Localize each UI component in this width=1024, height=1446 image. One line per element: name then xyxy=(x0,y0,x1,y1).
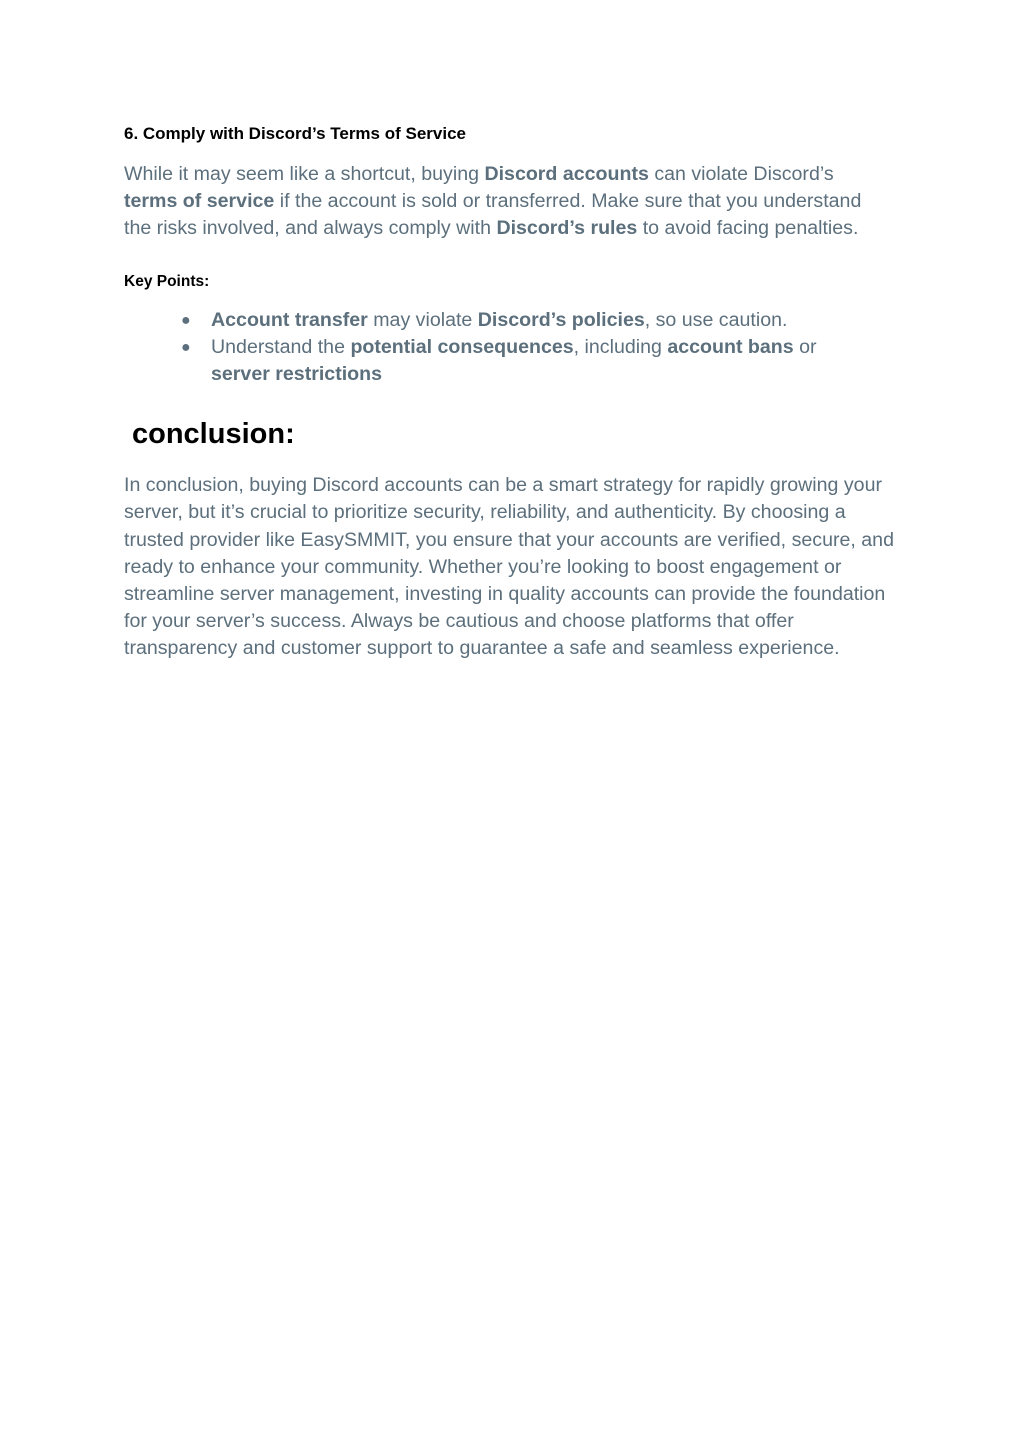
intro-bold-discord-accounts: Discord accounts xyxy=(484,163,649,185)
bullet-icon: ● xyxy=(181,338,191,356)
intro-paragraph xyxy=(124,161,884,243)
intro-text-3: if the account is sold or transferred. Make sure that you understand the risks involved, and always comply with xyxy=(124,190,862,240)
bullet-2-bold-account-bans: account bans xyxy=(667,335,794,358)
bullet-2-bold-server-restrictions: server restrictions xyxy=(211,363,382,386)
key-points-heading: Key Points: xyxy=(124,272,210,290)
conclusion-paragraph: In conclusion, buying Discord accounts can be a smart strategy for rapidly growing your server, but it’s crucial to prioritize security, reliability, and authenticity. By choosing a trusted provider like EasySMMIT, you ensure that your accounts are verified, secure, and ready to enhance your community. Whether you’re looking to boost engagement or streamline server management, investing in quality accounts can provide the foundation for your server’s success. Always be cautious and choose platforms that offer transparency and customer support to guarantee a safe and seamless experience. xyxy=(124,474,894,660)
list-item xyxy=(124,307,871,334)
intro-text-2: can violate Discord’s xyxy=(648,163,834,185)
key-points-list xyxy=(124,307,894,389)
intro-text-4: to avoid facing penalties. xyxy=(637,217,859,240)
bullet-1-bold-discords-policies: Discord’s policies xyxy=(477,308,645,331)
bullet-icon: ● xyxy=(181,311,191,329)
intro-bold-discords-rules: Discord’s rules xyxy=(496,217,638,240)
intro-text-1: While it may seem like a shortcut, buying xyxy=(124,163,485,185)
bullet-1-text-2: , so use caution. xyxy=(644,308,788,331)
conclusion-heading: conclusion: xyxy=(132,418,295,451)
intro-bold-terms-of-service: terms of service xyxy=(124,190,275,213)
list-item xyxy=(124,334,871,388)
bullet-2-text-1: Understand the xyxy=(211,335,351,358)
bullet-2-text-2: , including xyxy=(573,335,668,358)
bullet-1-bold-account-transfer: Account transfer xyxy=(211,308,368,331)
bullet-1-text-1: may violate xyxy=(367,308,478,331)
section-heading: 6. Comply with Discord’s Terms of Service xyxy=(124,124,466,143)
document-content xyxy=(124,122,894,663)
bullet-2-text-3: or xyxy=(793,335,817,358)
bullet-2-bold-potential-consequences: potential consequences xyxy=(350,335,574,358)
